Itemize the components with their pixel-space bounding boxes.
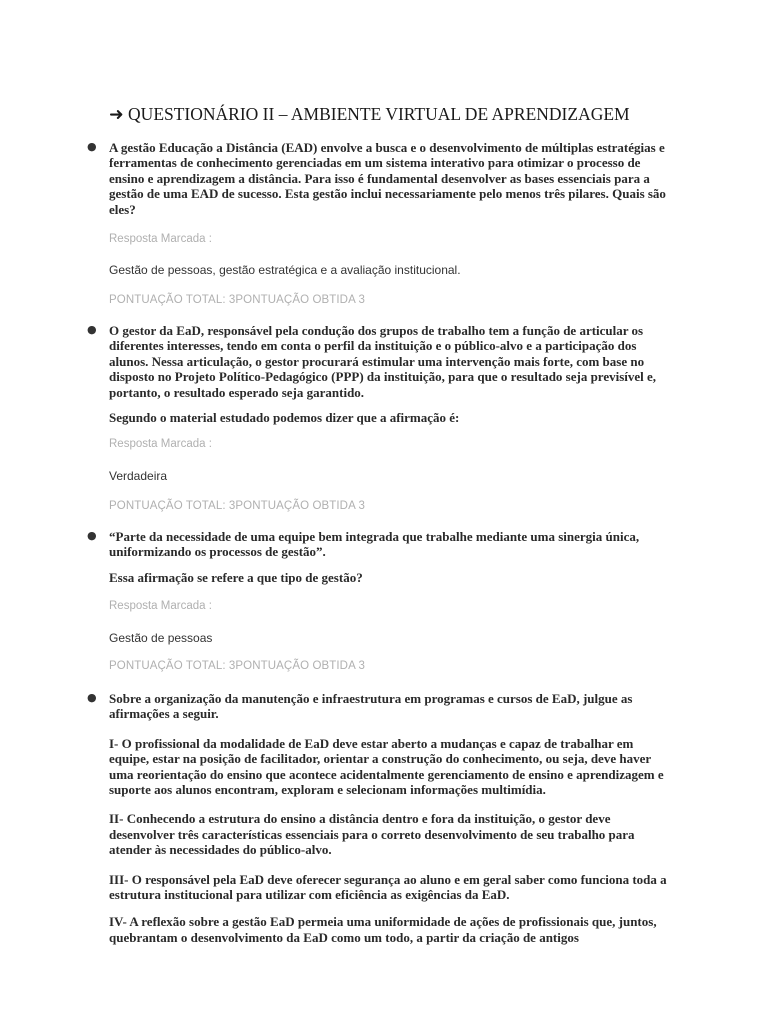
question-3-subtext: Essa afirmação se refere a que tipo de gestão? <box>109 569 363 585</box>
question-3-text: “Parte da necessidade de uma equipe bem integrada que trabalhe mediante uma sinergia única, uniformizando os processos de gestão”. <box>109 529 640 560</box>
page-title: ➜ QUESTIONÁRIO II – AMBIENTE VIRTUAL DE APRENDIZAGEM <box>109 104 630 124</box>
question-3 <box>87 529 669 585</box>
answer-1: Gestão de pessoas, gestão estratégica e a avaliação institucional. <box>109 263 461 277</box>
question-1-text: A gestão Educação a Distância (EAD) envolve a busca e o desenvolvimento de múltiplas estratégias e ferramentas de conhecimento gerenciadas em um sistema interativo para otimizar o processo de ensino e aprendizagem a distância. Para isso é fundamental desenvolver as bases essenciais para a gestão de uma EAD de sucesso. Esta gestão inclui necessariamente pelo menos três pilares. Quais são eles? <box>109 140 666 217</box>
question-4 <box>87 691 669 959</box>
answer-label-3: Resposta Marcada : <box>109 600 212 612</box>
statement-1: I- O profissional da modalidade de EaD deve estar aberto a mudanças e capaz de trabalhar em equipe, estar na posição de facilitador, orientar a construção do conhecimento, ou seja, deve haver uma reorientação do ensino que acontece acidentalmente gerenciamento de ensino e aprendizagem e suporte aos alunos encontram, exploram e selecionam informações multimídia. <box>109 735 664 798</box>
answer-label-2: Resposta Marcada : <box>109 438 212 450</box>
bullet-icon: ● <box>87 323 97 336</box>
statement-4: IV- A reflexão sobre a gestão EaD permeia uma uniformidade de ações de profissionais que, juntos, quebrantam o desenvolvimento da EaD como um todo, a partir da criação de antigos <box>109 914 657 945</box>
bullet-icon: ● <box>87 691 97 704</box>
statement-3: III- O responsável pela EaD deve oferecer segurança ao aluno e em geral saber como funciona toda a estrutura institucional para utilizar com eficiência as exigências da EaD. <box>109 871 667 903</box>
bullet-icon: ● <box>87 140 97 153</box>
question-4-text: Sobre a organização da manutenção e infraestrutura em programas e cursos de EaD, julgue as afirmações a seguir. <box>109 691 633 722</box>
question-2-subtext: Segundo o material estudado podemos dizer que a afirmação é: <box>109 410 460 426</box>
statement-2: II- Conhecendo a estrutura do ensino a distância dentro e fora da instituição, o gestor deve desenvolver três características essenciais para o correto desenvolvimento de seu trabalho para atender às necessidades do público-alvo. <box>109 811 635 858</box>
question-2-text: O gestor da EaD, responsável pela condução dos grupos de trabalho tem a função de articular os diferentes interesses, tendo em conta o perfil da instituição e o público-alvo e a participação dos alunos. Nessa articulação, o gestor procurará estimular uma intervenção mais forte, com base no disposto no Projeto Político-Pedagógico (PPP) da instituição, para que o resultado seja previsível e, portanto, o resultado esperado seja garantido. <box>109 323 657 400</box>
answer-2: Verdadeira <box>109 469 168 483</box>
question-2 <box>87 323 669 426</box>
answer-label-1: Resposta Marcada : <box>109 233 212 245</box>
score-3: PONTUAÇÃO TOTAL: 3PONTUAÇÃO OBTIDA 3 <box>109 660 366 672</box>
answer-3: Gestão de pessoas <box>109 631 213 645</box>
bullet-icon: ● <box>87 529 97 542</box>
score-1: PONTUAÇÃO TOTAL: 3PONTUAÇÃO OBTIDA 3 <box>109 294 366 306</box>
score-2: PONTUAÇÃO TOTAL: 3PONTUAÇÃO OBTIDA 3 <box>109 500 366 512</box>
question-1 <box>87 140 669 217</box>
